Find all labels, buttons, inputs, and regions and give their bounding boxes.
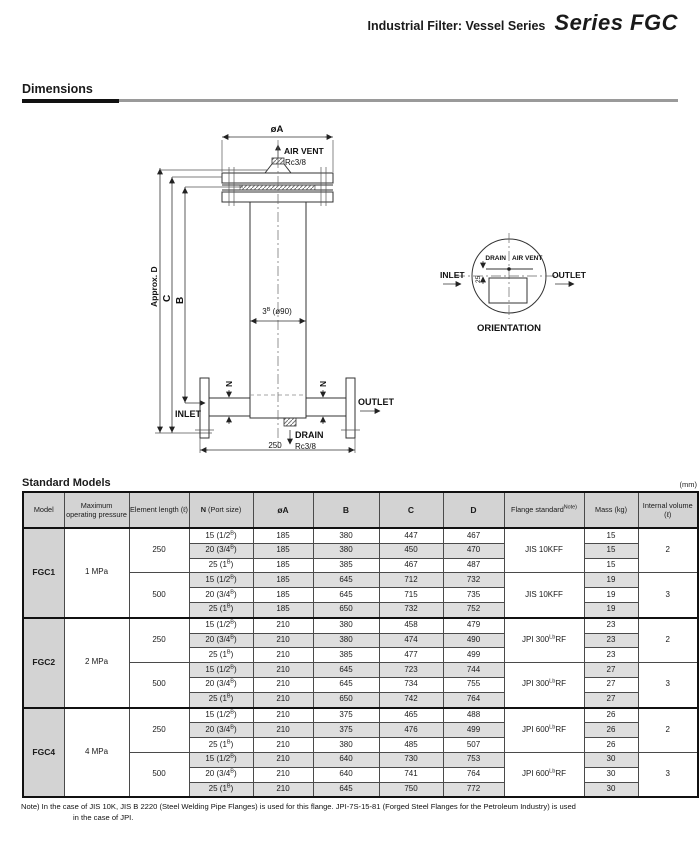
table-row <box>23 528 698 543</box>
port-size-cell: 15 $(1/2^B)$ <box>189 618 253 633</box>
port-size-cell: 15 $(1/2^B)$ <box>189 573 253 588</box>
dim-b-cell: 640 <box>313 752 379 767</box>
series-name: Series FGC <box>554 10 678 35</box>
port-size-cell: 25 $(1^B)$ <box>189 602 253 617</box>
dim-a-cell: 185 <box>253 602 313 617</box>
dim-a-cell: 210 <box>253 708 313 723</box>
mass-cell: 15 <box>584 543 638 558</box>
port-size-cell: 20 $(3/4^B)$ <box>189 677 253 692</box>
model-cell: FGC4 <box>23 708 64 798</box>
mass-cell: 23 <box>584 648 638 663</box>
mass-cell: 30 <box>584 752 638 767</box>
table-unit-label: (mm) <box>679 480 697 489</box>
dim-b-cell: 380 <box>313 528 379 543</box>
product-category: Industrial Filter: Vessel Series <box>367 19 546 33</box>
flange-standard-cell: JIS 10KFF <box>504 528 584 573</box>
column-header: Mass (kg) <box>584 492 638 528</box>
dim-a-cell: 210 <box>253 723 313 738</box>
orientation-drain-label: DRAIN <box>485 255 506 262</box>
table-row <box>23 708 698 723</box>
dim-a-cell: 210 <box>253 618 313 633</box>
port-size-cell: 20 $(3/4^B)$ <box>189 543 253 558</box>
port-size-cell: 25 $(1^B)$ <box>189 648 253 663</box>
dim-d-cell: 470 <box>443 543 504 558</box>
dim-d-cell: 755 <box>443 677 504 692</box>
dim-c-cell: 712 <box>379 573 443 588</box>
outlet-label: OUTLET <box>358 397 394 407</box>
standard-models-table <box>22 491 699 798</box>
dim-a-cell: 210 <box>253 633 313 648</box>
column-header: Element length (ℓ) <box>129 492 189 528</box>
port-size-cell: 20 $(3/4^B)$ <box>189 723 253 738</box>
port-size-cell: 15 $(1/2^B)$ <box>189 663 253 678</box>
dim-b-cell: 380 <box>313 543 379 558</box>
column-header: N (Port size) <box>189 492 253 528</box>
table-title: Standard Models <box>22 477 111 489</box>
drain-fitting <box>284 418 296 426</box>
inlet-label: INLET <box>175 409 201 419</box>
section-title: Dimensions <box>22 82 93 96</box>
dim-a-cell: 210 <box>253 692 313 707</box>
dim-c-cell: 723 <box>379 663 443 678</box>
dim-c-cell: 465 <box>379 708 443 723</box>
dim-n-right-label: N <box>318 380 328 387</box>
internal-volume-cell: 2 <box>638 708 698 753</box>
page-header <box>368 10 678 36</box>
model-cell: FGC1 <box>23 528 64 618</box>
internal-volume-cell: 3 <box>638 573 698 618</box>
column-header: Internal volume (ℓ) <box>638 492 698 528</box>
dim-d-cell: 735 <box>443 588 504 603</box>
dim-d-cell: 764 <box>443 767 504 782</box>
port-size-cell: 25 $(1^B)$ <box>189 782 253 797</box>
pressure-cell: 4 MPa <box>64 708 129 798</box>
element-length-cell: 250 <box>129 708 189 753</box>
dim-c-cell: 742 <box>379 692 443 707</box>
port-size-cell: 20 $(3/4^B)$ <box>189 588 253 603</box>
internal-volume-cell: 3 <box>638 663 698 708</box>
dim-b-cell: 645 <box>313 782 379 797</box>
dim-b-cell: 645 <box>313 573 379 588</box>
dim-d-cell: 479 <box>443 618 504 633</box>
dim-d-label: Approx. D <box>149 266 159 307</box>
flange-standard-cell: JPI $600^{Lb}RF$ <box>504 708 584 753</box>
dim-b-cell: 375 <box>313 708 379 723</box>
flange-standard-cell: JPI $600^{Lb}RF$ <box>504 752 584 797</box>
flange-standard-cell: JPI $300^{Lb}RF$ <box>504 618 584 663</box>
dim-n-left-label: N <box>224 380 234 387</box>
dim-d-cell: 507 <box>443 738 504 753</box>
dim-b-cell: 650 <box>313 692 379 707</box>
dim-a-cell: 210 <box>253 663 313 678</box>
table-header-row <box>23 492 698 528</box>
flange-standard-cell: JPI $300^{Lb}RF$ <box>504 663 584 708</box>
mass-cell: 27 <box>584 692 638 707</box>
dim-a-cell: 185 <box>253 573 313 588</box>
dim-c-cell: 474 <box>379 633 443 648</box>
dim-b-cell: 645 <box>313 677 379 692</box>
dim-d-cell: 499 <box>443 723 504 738</box>
dim-d-cell: 752 <box>443 602 504 617</box>
dim-a-cell: 185 <box>253 528 313 543</box>
dimension-drawing <box>0 100 700 472</box>
dim-d-cell: 732 <box>443 573 504 588</box>
table-header <box>23 492 698 528</box>
table-row <box>23 618 698 633</box>
footnote <box>21 801 700 823</box>
orientation-inlet-label: INLET <box>440 270 465 280</box>
orientation-title: ORIENTATION <box>476 323 542 334</box>
dim-a-cell: 210 <box>253 677 313 692</box>
column-header: Maximum operating pressure <box>64 492 129 528</box>
dim-b-cell: 650 <box>313 602 379 617</box>
dim-b-label: B <box>175 296 186 304</box>
mass-cell: 15 <box>584 558 638 573</box>
element-length-cell: 500 <box>129 573 189 618</box>
orientation-air-vent-label: AIR VENT <box>512 255 543 262</box>
element-length-cell: 500 <box>129 752 189 797</box>
flange-standard-cell: JIS 10KFF <box>504 573 584 618</box>
dim-d-cell: 467 <box>443 528 504 543</box>
dim-c-cell: 467 <box>379 558 443 573</box>
dim-a-cell: 185 <box>253 558 313 573</box>
dim-c-cell: 485 <box>379 738 443 753</box>
column-header: Flange standard$^{Note)}$ <box>504 492 584 528</box>
pressure-cell: 2 MPa <box>64 618 129 708</box>
footnote-line2: in the case of JPI. <box>73 813 134 822</box>
dim-c-cell: 715 <box>379 588 443 603</box>
dim-a-cell: 210 <box>253 767 313 782</box>
dim-c-cell: 750 <box>379 782 443 797</box>
dim-a-cell: 210 <box>253 782 313 797</box>
dim-d-cell: 499 <box>443 648 504 663</box>
port-size-cell: 15 $(1/2^B)$ <box>189 708 253 723</box>
mass-cell: 30 <box>584 767 638 782</box>
element-length-cell: 250 <box>129 618 189 663</box>
dim-c-cell: 476 <box>379 723 443 738</box>
mass-cell: 26 <box>584 708 638 723</box>
dim-b-cell: 385 <box>313 648 379 663</box>
dim-c-cell: 447 <box>379 528 443 543</box>
internal-volume-cell: 3 <box>638 752 698 797</box>
pressure-cell: 1 MPa <box>64 528 129 618</box>
dim-c-cell: 732 <box>379 602 443 617</box>
mass-cell: 27 <box>584 677 638 692</box>
dim-d-cell: 772 <box>443 782 504 797</box>
dim-d-cell: 753 <box>443 752 504 767</box>
mass-cell: 26 <box>584 738 638 753</box>
air-vent-label: AIR VENT <box>284 146 324 156</box>
mass-cell: 23 <box>584 618 638 633</box>
mass-cell: 30 <box>584 782 638 797</box>
dim-b-cell: 645 <box>313 588 379 603</box>
dim-c-cell: 477 <box>379 648 443 663</box>
internal-volume-cell: 2 <box>638 618 698 663</box>
standard-models-section <box>22 477 697 798</box>
dim-a-cell: 210 <box>253 648 313 663</box>
column-header: C <box>379 492 443 528</box>
column-header: D <box>443 492 504 528</box>
internal-volume-cell: 2 <box>638 528 698 573</box>
dim-b-cell: 640 <box>313 767 379 782</box>
dim-b-cell: 380 <box>313 633 379 648</box>
dim-b-cell: 645 <box>313 663 379 678</box>
column-header: øA <box>253 492 313 528</box>
mass-cell: 23 <box>584 633 638 648</box>
dim-b-cell: 385 <box>313 558 379 573</box>
dim-a-cell: 185 <box>253 543 313 558</box>
dim-b-cell: 380 <box>313 618 379 633</box>
port-size-cell: 25 $(1^B)$ <box>189 738 253 753</box>
orientation-diagram <box>440 233 587 334</box>
dim-d-cell: 490 <box>443 633 504 648</box>
mass-cell: 19 <box>584 573 638 588</box>
drain-label: DRAIN <box>295 430 324 440</box>
element-length-cell: 500 <box>129 663 189 708</box>
port-size-cell: 15 $(1/2^B)$ <box>189 752 253 767</box>
mass-cell: 19 <box>584 588 638 603</box>
dim-d-cell: 744 <box>443 663 504 678</box>
model-cell: FGC2 <box>23 618 64 708</box>
mass-cell: 27 <box>584 663 638 678</box>
mass-cell: 15 <box>584 528 638 543</box>
column-header: B <box>313 492 379 528</box>
mass-cell: 26 <box>584 723 638 738</box>
dim-c-cell: 730 <box>379 752 443 767</box>
port-size-cell: 20 $(3/4^B)$ <box>189 767 253 782</box>
dim-c-cell: 458 <box>379 618 443 633</box>
dim-b-cell: 380 <box>313 738 379 753</box>
port-size-cell: 25 $(1^B)$ <box>189 692 253 707</box>
dim-a-cell: 210 <box>253 752 313 767</box>
table-body <box>23 528 698 797</box>
gasket <box>240 185 315 190</box>
dim-b-cell: 375 <box>313 723 379 738</box>
port-size-cell: 15 $(1/2^B)$ <box>189 528 253 543</box>
column-header: Model <box>23 492 64 528</box>
orientation-outlet-label: OUTLET <box>552 270 586 280</box>
port-size-cell: 25 $(1^B)$ <box>189 558 253 573</box>
dim-c-cell: 734 <box>379 677 443 692</box>
dim-a-cell: 185 <box>253 588 313 603</box>
dim-c-label: C <box>162 294 173 302</box>
bottom-dim-label: 250 <box>268 441 282 450</box>
dim-d-cell: 488 <box>443 708 504 723</box>
dim-c-cell: 741 <box>379 767 443 782</box>
dim-c-cell: 450 <box>379 543 443 558</box>
dim-a-label: øA <box>270 124 284 135</box>
air-vent-thread-label: Rc3/8 <box>285 158 306 167</box>
footnote-line1: Note) In the case of JIS 10K, JIS B 2220 (Steel Welding Pipe Flanges) is used for this flange. JPI-7S-15-81 (Forged Steel Flanges for the Petroleum Industry) is used <box>21 802 576 811</box>
dim-a-cell: 210 <box>253 738 313 753</box>
orientation-offset-label: 25 <box>475 275 482 283</box>
element-length-cell: 250 <box>129 528 189 573</box>
dim-d-cell: 487 <box>443 558 504 573</box>
port-size-cell: 20 $(3/4^B)$ <box>189 633 253 648</box>
mass-cell: 19 <box>584 602 638 617</box>
drain-thread-label: Rc3/8 <box>295 442 316 451</box>
dim-d-cell: 764 <box>443 692 504 707</box>
element-dim-label: $3^B$ (ø90) <box>262 307 292 316</box>
